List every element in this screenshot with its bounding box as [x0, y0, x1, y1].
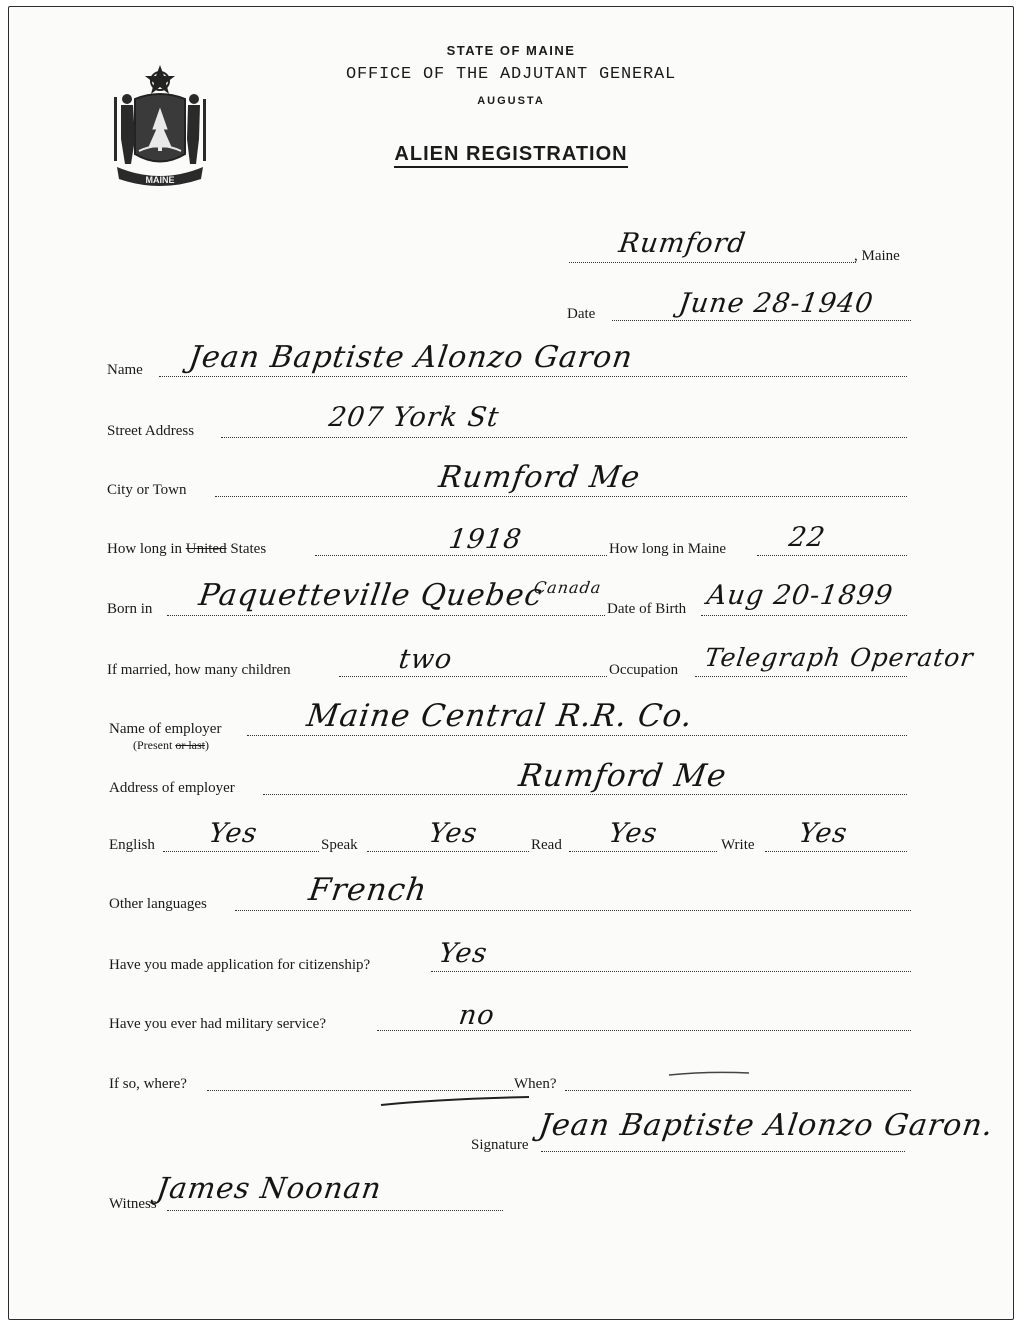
read-label: Read: [531, 837, 562, 853]
english-value: Yes: [206, 818, 260, 849]
form-title: [9, 143, 1013, 166]
how-long-us-value: 1918: [446, 524, 524, 555]
english-label: English: [109, 837, 155, 853]
where-label: If so, where?: [109, 1076, 187, 1092]
how-long-maine-line: [757, 555, 907, 556]
when-label: When?: [514, 1076, 557, 1092]
children-label: If married, how many children: [107, 662, 291, 678]
date-value: June 28-1940: [676, 288, 876, 319]
employer-value: Maine Central R.R. Co.: [304, 698, 696, 734]
read-line: [569, 851, 717, 852]
employer-line: [247, 735, 907, 736]
employer-sublabel-a: (Present: [133, 738, 173, 752]
born-in-line: [167, 615, 605, 616]
other-languages-value: French: [306, 872, 430, 908]
write-value: Yes: [796, 818, 850, 849]
form-title-text: ALIEN REGISTRATION: [394, 143, 627, 168]
speak-value: Yes: [426, 818, 480, 849]
employer-address-line: [263, 794, 907, 795]
signature-line: [541, 1151, 905, 1152]
occupation-value: Telegraph Operator: [703, 643, 976, 672]
employer-address-value: Rumford Me: [516, 758, 729, 794]
occupation-label: Occupation: [609, 662, 679, 678]
write-label: Write: [721, 837, 755, 853]
name-label: Name: [107, 362, 143, 378]
occupation-line: [695, 676, 907, 677]
employer-address-label: Address of employer: [109, 780, 235, 796]
read-value: Yes: [606, 818, 660, 849]
dob-value: Aug 20-1899: [704, 580, 896, 611]
how-long-us-label-a: How long in: [107, 541, 182, 557]
dob-label: Date of Birth: [607, 601, 687, 617]
write-line: [765, 851, 907, 852]
name-value: Jean Baptiste Alonzo Garon: [186, 340, 636, 375]
street-value: 207 York St: [326, 402, 502, 433]
born-in-value: Paquetteville Quebec: [196, 578, 545, 613]
employer-sublabel: [133, 736, 209, 754]
street-line: [221, 437, 907, 438]
signature-value: Jean Baptiste Alonzo Garon.: [536, 1108, 996, 1143]
witness-value: James Noonan: [154, 1171, 385, 1205]
employer-label: Name of employer: [109, 721, 222, 737]
header-state: STATE OF MAINE: [446, 43, 576, 58]
born-in-label: Born in: [107, 601, 153, 617]
how-long-maine-label: How long in Maine: [609, 541, 727, 557]
military-value: no: [456, 1000, 497, 1031]
street-label: Street Address: [107, 423, 195, 439]
citizenship-label: Have you made application for citizenship?: [109, 957, 371, 973]
how-long-us-label: [107, 540, 266, 558]
city-label: City or Town: [107, 482, 187, 498]
witness-label: Witness: [109, 1196, 157, 1212]
witness-line: [167, 1210, 503, 1211]
dob-line: [701, 615, 907, 616]
place-value: Rumford: [616, 228, 749, 259]
header-city: AUGUSTA: [477, 95, 545, 107]
how-long-us-label-struck: United: [185, 541, 227, 557]
speak-label: Speak: [321, 837, 358, 853]
city-line: [215, 496, 907, 497]
speak-line: [367, 851, 529, 852]
children-line: [339, 676, 607, 677]
citizenship-line: [431, 971, 911, 972]
date-line: [612, 320, 911, 321]
header-office: OFFICE OF THE ADJUTANT GENERAL: [345, 65, 677, 84]
date-label: Date: [567, 306, 596, 322]
place-line: [569, 262, 856, 263]
how-long-us-line: [315, 555, 607, 556]
place-maine-label: , Maine: [854, 248, 900, 264]
other-languages-label: Other languages: [109, 896, 207, 912]
born-in-country-value: Canada: [532, 578, 603, 597]
employer-sublabel-struck: or last: [175, 738, 205, 752]
citizenship-value: Yes: [436, 938, 490, 969]
employer-sublabel-b: ): [205, 738, 209, 752]
signature-label: Signature: [471, 1137, 529, 1153]
name-line: [159, 376, 907, 377]
how-long-maine-value: 22: [786, 522, 828, 553]
children-value: two: [396, 644, 455, 675]
military-label: Have you ever had military service?: [109, 1016, 326, 1032]
english-line: [163, 851, 319, 852]
alien-registration-form: [8, 6, 1014, 1320]
other-languages-line: [235, 910, 911, 911]
city-value: Rumford Me: [436, 460, 643, 495]
how-long-us-label-b: States: [230, 541, 267, 557]
seal-banner-text: MAINE: [145, 175, 175, 185]
